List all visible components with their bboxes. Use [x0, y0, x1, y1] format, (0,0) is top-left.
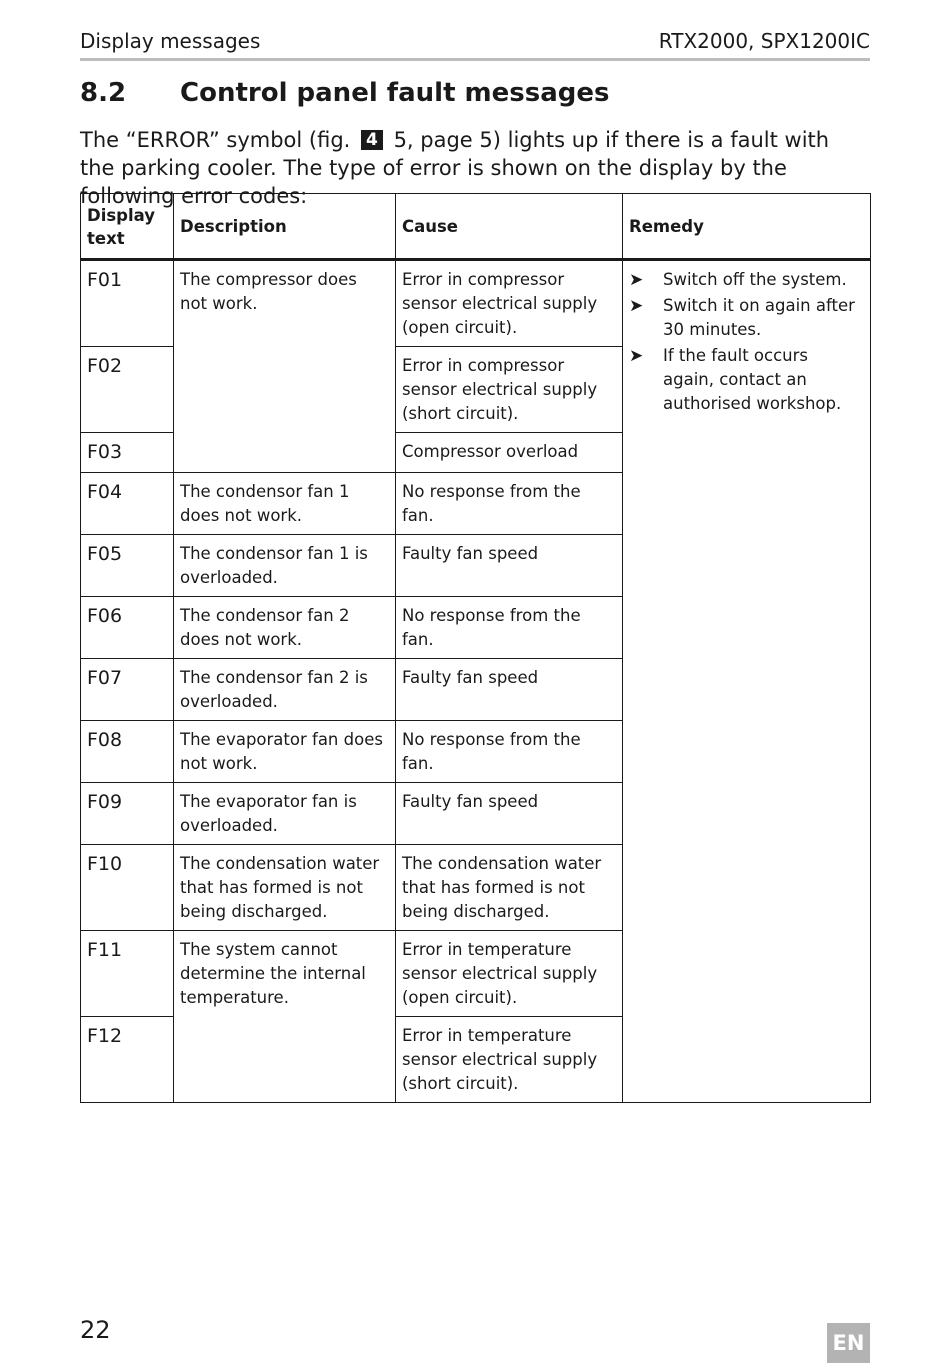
- arrow-icon: ➤: [629, 270, 644, 290]
- header-description: Description: [174, 194, 396, 260]
- description-cell: The compressor does not work.: [174, 260, 396, 473]
- page-number: 22: [80, 1316, 111, 1344]
- cause-cell: Faulty fan speed: [396, 783, 623, 845]
- remedy-cell: [623, 260, 871, 1103]
- cause-cell: Error in temperature sensor electrical supply (open circuit).: [396, 931, 623, 1017]
- remedy-list: [629, 268, 864, 416]
- remedy-step-text: If the fault occurs again, contact an authorised workshop.: [663, 346, 842, 413]
- description-cell: The evaporator fan is overloaded.: [174, 783, 396, 845]
- code-cell: F04: [81, 473, 174, 535]
- cause-cell: No response from the fan.: [396, 597, 623, 659]
- header-cause: Cause: [396, 194, 623, 260]
- description-cell: The condensor fan 1 does not work.: [174, 473, 396, 535]
- code-cell: F05: [81, 535, 174, 597]
- section-number: 8.2: [80, 78, 127, 108]
- remedy-step-text: Switch off the system.: [663, 270, 847, 289]
- header-remedy: Remedy: [623, 194, 871, 260]
- remedy-step: [629, 294, 864, 342]
- running-header-models: RTX2000, SPX1200IC: [658, 29, 870, 53]
- cause-cell: Error in compressor sensor electrical supply (short circuit).: [396, 347, 623, 433]
- cause-cell: Compressor overload: [396, 433, 623, 473]
- description-cell: The evaporator fan does not work.: [174, 721, 396, 783]
- description-cell: The condensor fan 2 is overloaded.: [174, 659, 396, 721]
- cause-cell: The condensation water that has formed is not being discharged.: [396, 845, 623, 931]
- description-cell: The condensor fan 1 is overloaded.: [174, 535, 396, 597]
- arrow-icon: ➤: [629, 346, 644, 366]
- intro-text-after: 5, page 5) lights up if there is a fault with the parking cooler. The type of error is shown on the display by the following error codes:: [80, 128, 830, 208]
- description-cell: The condensation water that has formed is not being discharged.: [174, 845, 396, 931]
- section-title: Control panel fault messages: [180, 78, 610, 108]
- code-cell: F01: [81, 260, 174, 347]
- code-cell: F11: [81, 931, 174, 1017]
- intro-text-before: The “ERROR” symbol (fig.: [80, 128, 351, 152]
- cause-cell: Error in compressor sensor electrical supply (open circuit).: [396, 260, 623, 347]
- code-cell: F03: [81, 433, 174, 473]
- code-cell: F02: [81, 347, 174, 433]
- remedy-step-text: Switch it on again after 30 minutes.: [663, 296, 855, 339]
- cause-cell: Faulty fan speed: [396, 659, 623, 721]
- language-badge: EN: [827, 1323, 870, 1363]
- table-row: [81, 260, 871, 347]
- running-header-section: Display messages: [80, 29, 261, 53]
- cause-cell: Faulty fan speed: [396, 535, 623, 597]
- figure-number-badge: 4: [361, 130, 383, 150]
- code-cell: F07: [81, 659, 174, 721]
- header-display-text: Display text: [81, 194, 174, 260]
- header-divider: [80, 58, 870, 61]
- cause-cell: Error in temperature sensor electrical supply (short circuit).: [396, 1017, 623, 1103]
- description-cell: The condensor fan 2 does not work.: [174, 597, 396, 659]
- code-cell: F08: [81, 721, 174, 783]
- remedy-step: [629, 344, 864, 416]
- arrow-icon: ➤: [629, 296, 644, 316]
- cause-cell: No response from the fan.: [396, 473, 623, 535]
- description-cell: The system cannot determine the internal temperature.: [174, 931, 396, 1103]
- fault-code-table: [80, 193, 871, 1103]
- table-header-row: [81, 194, 871, 260]
- code-cell: F10: [81, 845, 174, 931]
- code-cell: F09: [81, 783, 174, 845]
- remedy-step: [629, 268, 864, 292]
- code-cell: F12: [81, 1017, 174, 1103]
- code-cell: F06: [81, 597, 174, 659]
- cause-cell: No response from the fan.: [396, 721, 623, 783]
